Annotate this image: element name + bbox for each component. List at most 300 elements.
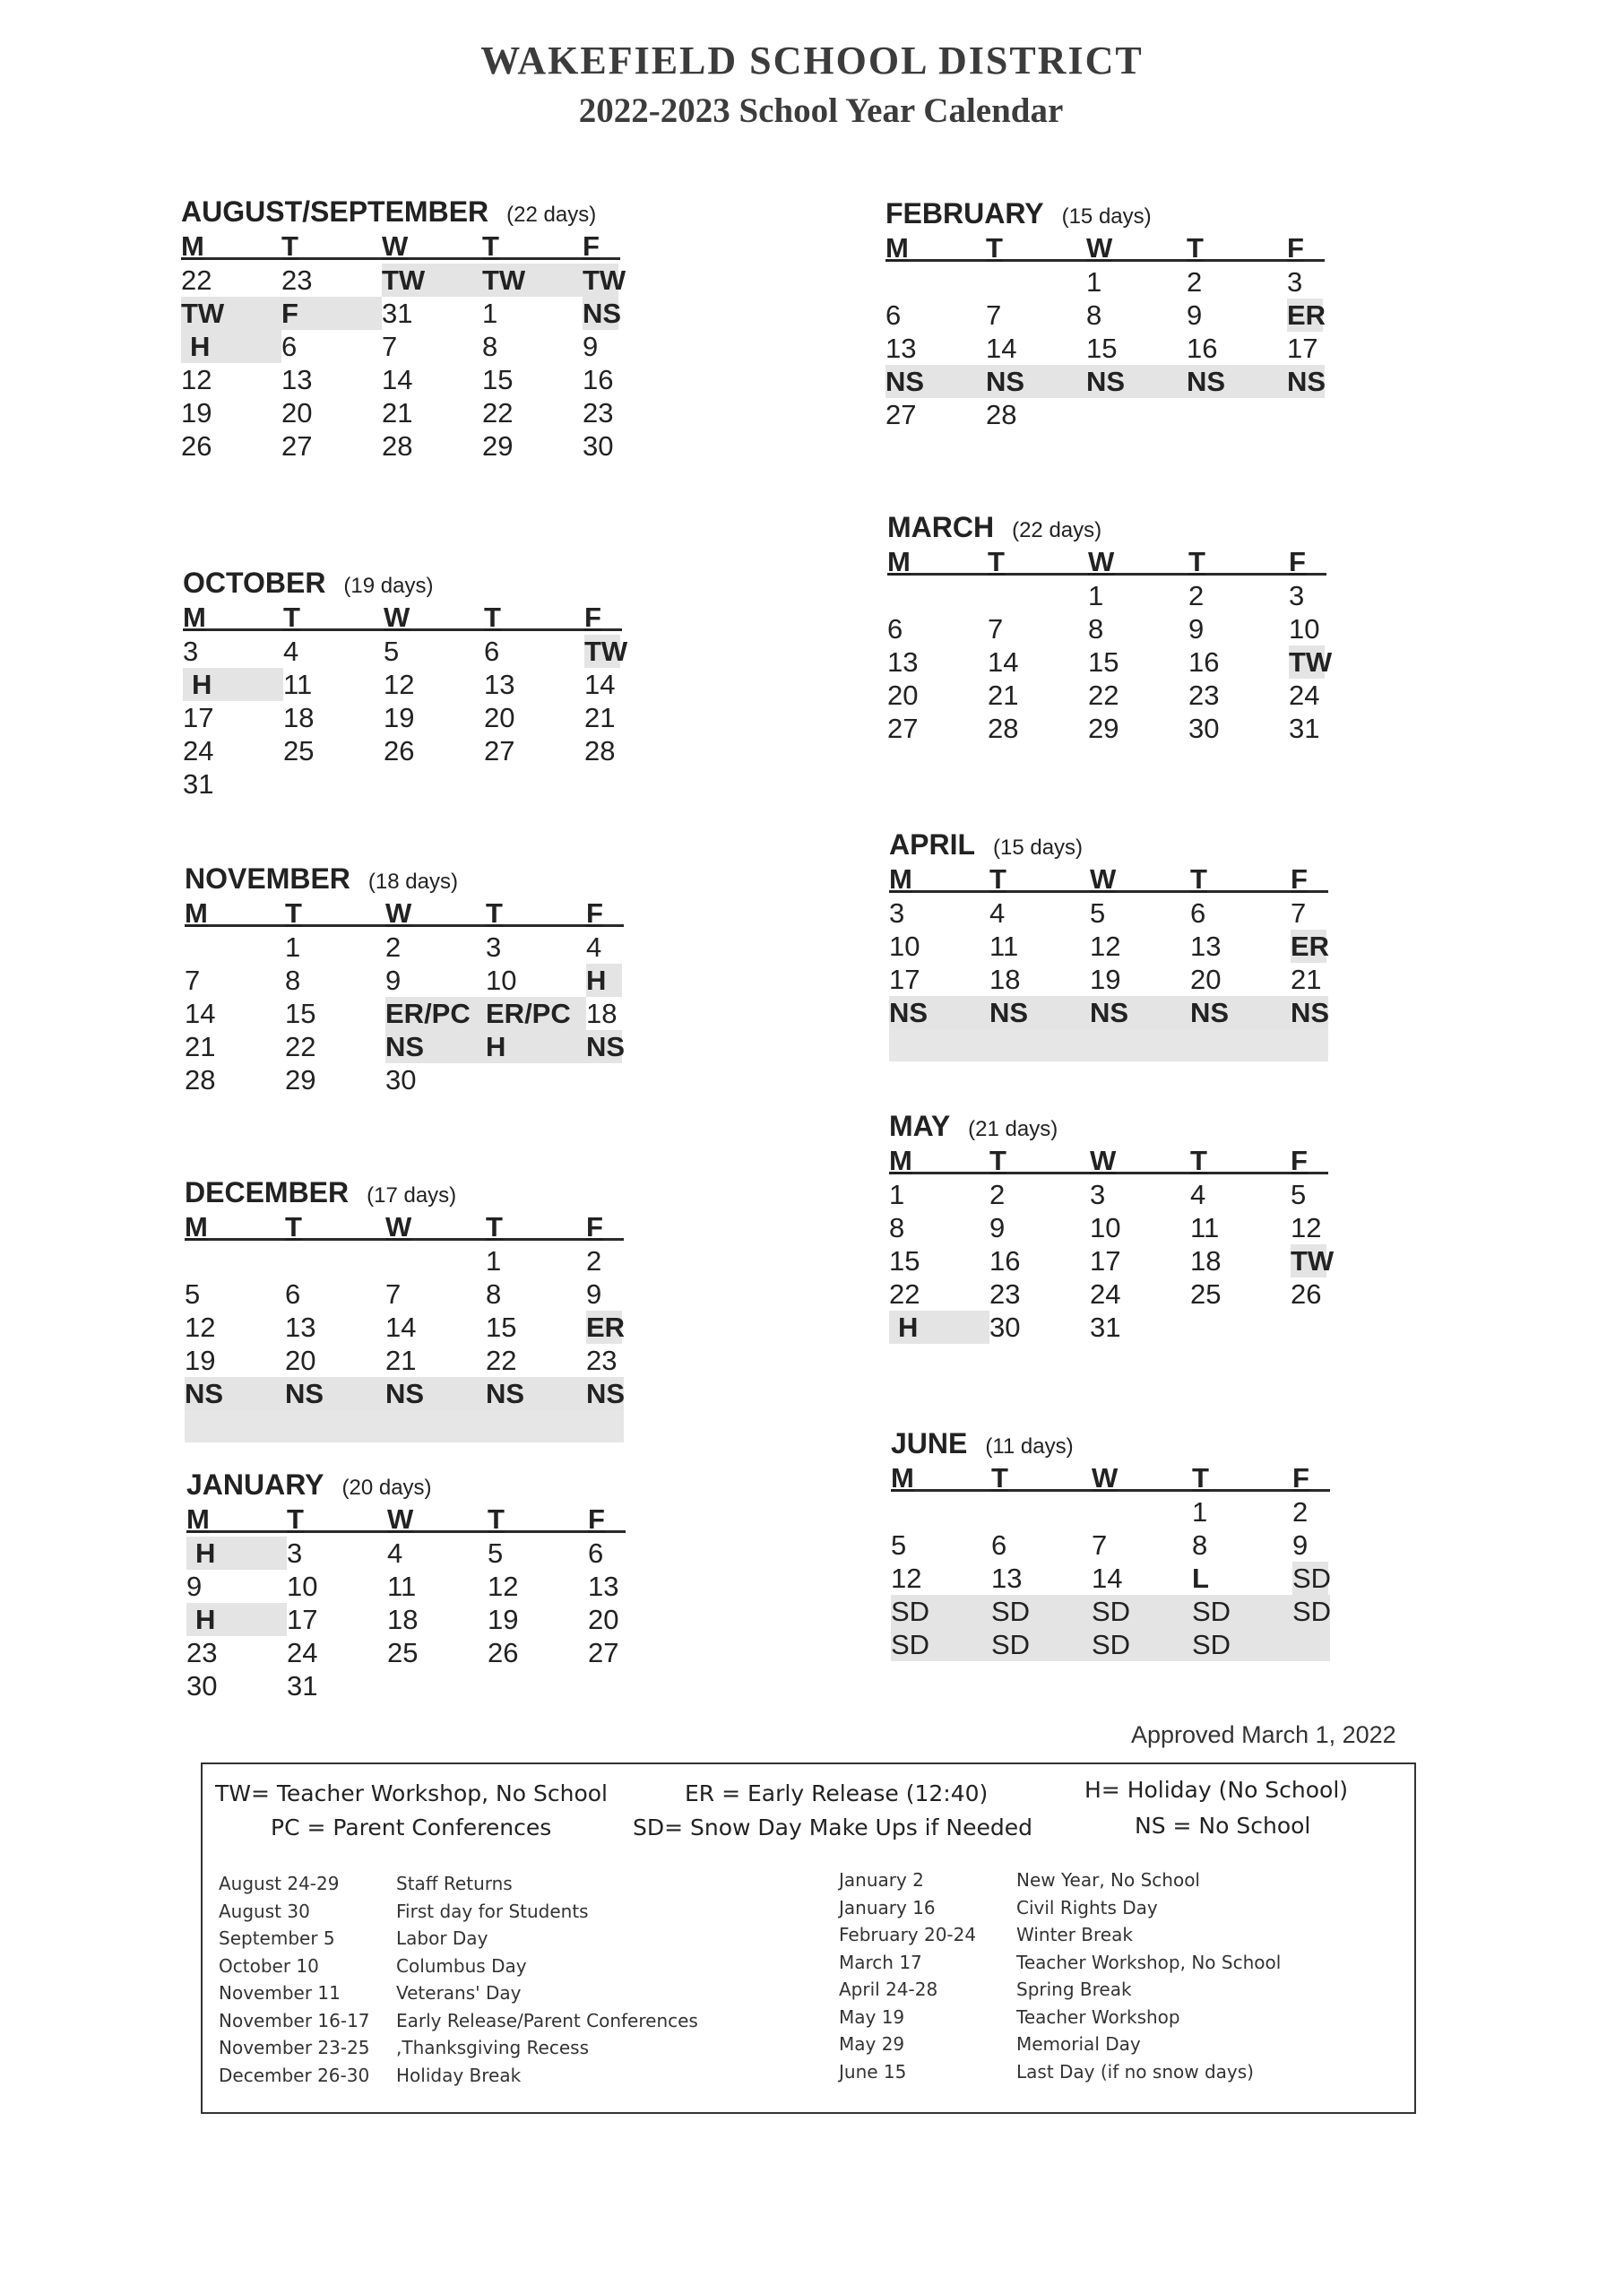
day-number: 23: [1188, 680, 1220, 711]
month-heading: [889, 1110, 1337, 1148]
weekday-header: [181, 230, 620, 262]
legend-tw: TW= Teacher Workshop, No School: [215, 1780, 608, 1806]
day-number: 2: [989, 1179, 1006, 1210]
weekday-label: W: [387, 1503, 414, 1535]
day-number: 2: [385, 931, 402, 963]
day-code: SD: [891, 1596, 930, 1627]
event-name: Last Day (if no snow days): [1016, 2060, 1254, 2083]
day-number: 12: [891, 1563, 922, 1594]
weekday-label: W: [1086, 232, 1113, 264]
shaded-padding: [889, 1029, 1328, 1061]
event-name: New Year, No School: [1016, 1869, 1200, 1891]
day-number: 3: [486, 931, 502, 963]
day-number: 3: [1287, 266, 1303, 298]
legend-er: ER = Early Release (12:40): [685, 1780, 989, 1806]
day-number: [1092, 1495, 1192, 1529]
month-february: [885, 197, 1334, 431]
week-row: [185, 1311, 633, 1344]
day-number: [885, 265, 986, 299]
day-code: SD: [991, 1629, 1031, 1660]
day-number: 2: [1187, 266, 1203, 298]
day-code: ER: [1291, 931, 1330, 962]
day-number: 27: [588, 1637, 619, 1668]
day-number: 17: [1090, 1245, 1121, 1277]
event-date: October 10: [219, 1954, 319, 1977]
day-code: NS: [385, 1030, 486, 1063]
day-code: L: [1192, 1563, 1209, 1594]
day-number: 9: [186, 1571, 203, 1602]
week-row: [891, 1562, 1339, 1595]
week-row: [887, 645, 1335, 679]
weekday-label: T: [285, 897, 302, 929]
day-number: 9: [989, 1212, 1006, 1243]
week-row: [183, 767, 631, 801]
day-number: [586, 1063, 622, 1096]
week-row: [185, 1344, 633, 1377]
weekday-label: F: [1291, 863, 1308, 895]
event-date: November 16-17: [219, 2009, 370, 2031]
event-name: First day for Students: [396, 1900, 589, 1922]
week-row: [891, 1595, 1330, 1628]
month-day-count: (15 days): [993, 836, 1084, 860]
day-number: [488, 1669, 588, 1702]
day-number: 14: [1092, 1563, 1123, 1594]
day-number: 30: [186, 1670, 218, 1702]
day-number: 14: [584, 669, 616, 700]
day-number: 6: [281, 331, 298, 362]
week-row: [889, 1178, 1337, 1211]
day-number: [588, 1669, 624, 1702]
day-number: 29: [482, 430, 514, 462]
day-number: [891, 1495, 991, 1529]
day-number: [1187, 398, 1287, 431]
week-row: [186, 1636, 635, 1669]
month-name: OCTOBER: [183, 567, 326, 599]
day-number: 21: [185, 1031, 216, 1062]
event-row: [219, 2062, 698, 2090]
day-number: 18: [1190, 1245, 1222, 1277]
day-number: F: [281, 297, 382, 330]
weekday-label: T: [1190, 863, 1207, 895]
day-number: 1: [285, 931, 301, 963]
week-row: [889, 1211, 1337, 1244]
day-number: 17: [889, 964, 920, 995]
week-row: [891, 1628, 1330, 1661]
day-number: 28: [382, 430, 413, 462]
day-number: [584, 767, 620, 801]
event-date: August 30: [219, 1900, 310, 1922]
day-code: NS: [1086, 366, 1126, 397]
weekday-label: T: [484, 602, 501, 633]
week-row: [181, 264, 629, 297]
weekday-header: [183, 604, 622, 631]
day-number: 14: [382, 364, 413, 395]
day-number: 14: [988, 646, 1019, 678]
day-number: 24: [1090, 1278, 1121, 1310]
day-number: 13: [991, 1563, 1023, 1594]
day-number: 27: [281, 430, 313, 462]
month-october: [183, 567, 631, 801]
month-day-count: (22 days): [1012, 518, 1102, 542]
day-number: 18: [283, 702, 315, 733]
day-number: 8: [1086, 299, 1102, 331]
week-row: [889, 930, 1337, 963]
day-number: 22: [285, 1031, 316, 1062]
day-number: 22: [486, 1345, 517, 1376]
day-number: 8: [1192, 1529, 1208, 1561]
day-number: 3: [1090, 1179, 1106, 1210]
weekday-label: T: [1192, 1462, 1209, 1494]
day-number: [988, 579, 1088, 612]
day-code: NS: [586, 1031, 626, 1062]
day-code: SD: [1192, 1596, 1231, 1627]
event-name: Staff Returns: [396, 1873, 513, 1894]
day-number: 25: [387, 1637, 419, 1668]
event-date: February 20-24: [839, 1924, 977, 1945]
event-date: April 24-28: [839, 1979, 938, 2000]
month-november: [185, 862, 633, 1096]
weekday-label: T: [991, 1462, 1008, 1494]
weekday-label: F: [584, 602, 601, 633]
day-number: 15: [1088, 646, 1119, 678]
day-number: 13: [887, 646, 919, 678]
week-row: [183, 701, 631, 734]
day-number: 25: [1190, 1278, 1222, 1310]
day-number: 5: [488, 1537, 504, 1569]
weekday-label: F: [586, 1211, 603, 1243]
day-code: H: [183, 668, 283, 701]
day-number: 25: [283, 735, 315, 766]
weekday-label: T: [482, 230, 499, 262]
day-number: 18: [989, 964, 1021, 995]
day-number: 19: [185, 1345, 216, 1376]
week-row: [887, 679, 1335, 712]
day-number: 13: [1190, 931, 1222, 962]
week-row: [889, 1311, 1337, 1344]
day-number: 21: [382, 397, 413, 429]
weekday-label: T: [486, 897, 503, 929]
day-code: TW: [583, 264, 626, 296]
day-number: 22: [1088, 680, 1119, 711]
weekday-label: F: [583, 230, 600, 262]
day-number: 15: [486, 1312, 517, 1343]
day-number: 12: [488, 1571, 519, 1602]
day-code: H: [586, 964, 622, 997]
event-row: [839, 1866, 1281, 1894]
day-number: [1291, 1311, 1326, 1344]
day-code: NS: [486, 1378, 525, 1409]
event-name: Columbus Day: [396, 1954, 527, 1977]
day-code: SD: [1292, 1563, 1332, 1594]
day-number: 13: [484, 669, 515, 700]
day-number: 13: [281, 364, 313, 395]
day-code: NS: [1090, 997, 1129, 1028]
day-number: 7: [385, 1278, 402, 1310]
day-number: 26: [384, 735, 415, 766]
week-row: [885, 365, 1325, 398]
weekday-header: [891, 1462, 1330, 1494]
day-number: [991, 1495, 1092, 1529]
day-number: 6: [885, 299, 902, 331]
week-row: [885, 265, 1334, 299]
day-number: 1: [1086, 266, 1102, 298]
day-number: 10: [1090, 1212, 1121, 1243]
weekday-label: T: [486, 1211, 503, 1243]
day-number: [387, 1669, 488, 1702]
day-number: 28: [584, 735, 616, 766]
day-code: TW: [482, 264, 583, 297]
day-number: [185, 931, 285, 964]
month-name: FEBRUARY: [885, 197, 1044, 230]
day-number: 21: [988, 680, 1019, 711]
legend-box: [201, 1762, 1416, 2114]
month-name: JANUARY: [186, 1468, 324, 1501]
weekday-label: M: [889, 1145, 912, 1176]
day-number: 26: [488, 1637, 519, 1668]
day-number: 8: [486, 1278, 502, 1310]
day-number: 4: [989, 897, 1006, 929]
day-number: 20: [281, 397, 313, 429]
weekday-header: [889, 863, 1328, 895]
day-code: H: [186, 1537, 287, 1570]
events-list-right: [839, 1866, 1281, 2085]
day-code: SD: [891, 1629, 930, 1660]
day-number: 10: [1289, 613, 1320, 645]
day-number: 9: [586, 1278, 602, 1310]
day-number: 15: [482, 364, 514, 395]
day-number: 15: [889, 1245, 920, 1277]
day-number: 9: [1292, 1529, 1309, 1561]
day-code: TW: [382, 264, 482, 297]
day-code: H: [181, 330, 281, 363]
day-code: NS: [885, 366, 925, 397]
event-name: Teacher Workshop: [1016, 2005, 1180, 2028]
day-code: NS: [986, 366, 1025, 397]
month-heading: [183, 567, 631, 604]
month-day-count: (21 days): [968, 1117, 1058, 1141]
month-january: [186, 1468, 635, 1702]
event-row: [839, 1894, 1281, 1922]
week-row: [181, 330, 629, 363]
week-row: [891, 1495, 1339, 1529]
day-number: 16: [1187, 333, 1218, 364]
weekday-label: W: [1088, 546, 1115, 577]
day-number: 13: [885, 333, 917, 364]
day-number: 24: [183, 735, 214, 766]
week-row: [185, 931, 633, 964]
weekday-label: F: [1289, 546, 1306, 577]
day-number: 28: [185, 1064, 216, 1096]
event-row: [219, 1979, 698, 2007]
month-name: JUNE: [891, 1427, 968, 1459]
day-number: 9: [583, 331, 599, 362]
day-number: [887, 579, 988, 612]
day-number: 23: [281, 264, 313, 296]
day-code: TW: [1289, 646, 1333, 678]
weekday-label: T: [283, 602, 300, 633]
day-number: 5: [1291, 1179, 1307, 1210]
event-date: September 5: [219, 1927, 335, 1949]
day-number: 6: [887, 613, 903, 645]
day-number: 19: [488, 1604, 519, 1635]
day-number: 26: [181, 430, 212, 462]
month-may: [889, 1110, 1337, 1344]
weekday-label: W: [1092, 1462, 1119, 1494]
week-row: [889, 896, 1337, 930]
day-number: 24: [1289, 680, 1320, 711]
event-row: [839, 2031, 1281, 2058]
month-day-count: (18 days): [367, 870, 458, 894]
day-code: TW: [584, 636, 628, 667]
month-heading: [887, 511, 1335, 549]
day-number: 30: [583, 430, 614, 462]
day-code: TW: [1291, 1245, 1335, 1277]
day-number: 7: [185, 965, 201, 996]
day-number: 12: [181, 364, 212, 395]
event-name: Teacher Workshop, No School: [1016, 1951, 1282, 1973]
event-name: Civil Rights Day: [1016, 1896, 1158, 1918]
month-december: [185, 1176, 633, 1442]
day-number: 1: [1088, 580, 1104, 611]
day-code: ER: [1287, 299, 1326, 331]
day-number: 19: [1090, 964, 1121, 995]
month-day-count: (22 days): [506, 203, 597, 227]
day-number: 4: [283, 636, 299, 667]
weekday-label: W: [384, 602, 410, 633]
week-row: [891, 1529, 1339, 1562]
legend-pc: PC = Parent Conferences: [271, 1814, 552, 1840]
event-row: [219, 2034, 698, 2062]
day-number: 28: [988, 713, 1019, 744]
day-number: 19: [384, 702, 415, 733]
week-row: [887, 612, 1335, 645]
day-number: 12: [1090, 931, 1121, 962]
event-row: [839, 2058, 1281, 2086]
day-number: 7: [988, 613, 1004, 645]
day-number: 17: [287, 1604, 318, 1635]
week-row: [181, 429, 629, 463]
day-number: 23: [186, 1637, 218, 1668]
day-number: 6: [484, 636, 500, 667]
month-name: APRIL: [889, 828, 975, 861]
day-number: [486, 1063, 586, 1096]
day-number: 11: [989, 931, 1019, 962]
day-number: 2: [1188, 580, 1205, 611]
week-row: [186, 1537, 635, 1570]
day-number: 30: [385, 1064, 417, 1096]
day-number: 4: [1190, 1179, 1206, 1210]
event-row: [219, 1870, 698, 1898]
day-number: 4: [387, 1537, 403, 1569]
event-name: Holiday Break: [396, 2064, 522, 2086]
day-number: 31: [1090, 1312, 1121, 1343]
day-number: 16: [989, 1245, 1021, 1277]
week-row: [185, 1277, 633, 1311]
weekday-label: M: [889, 863, 912, 895]
weekday-label: T: [988, 546, 1005, 577]
day-number: [283, 767, 384, 801]
event-date: January 16: [839, 1896, 936, 1918]
day-number: 5: [891, 1529, 907, 1561]
day-code: NS: [989, 997, 1029, 1028]
day-number: 6: [1190, 897, 1206, 929]
weekday-label: T: [986, 232, 1003, 264]
legend-h: H= Holiday (No School): [1084, 1777, 1349, 1803]
day-code: NS: [889, 997, 929, 1028]
week-row: [185, 1377, 624, 1410]
week-row: [181, 396, 629, 429]
day-number: 11: [1190, 1212, 1220, 1243]
weekday-label: W: [385, 1211, 412, 1243]
day-number: [1292, 1628, 1328, 1661]
day-number: 7: [1092, 1529, 1108, 1561]
day-code: ER: [586, 1312, 626, 1343]
day-number: 15: [1086, 333, 1118, 364]
day-number: 21: [584, 702, 616, 733]
day-number: 20: [285, 1345, 316, 1376]
day-number: 22: [482, 397, 514, 429]
day-number: 27: [484, 735, 515, 766]
weekday-label: T: [287, 1503, 304, 1535]
event-name: Early Release/Parent Conferences: [396, 2009, 698, 2031]
day-code: SD: [991, 1596, 1031, 1627]
day-code: H: [889, 1311, 989, 1344]
weekday-header: [185, 897, 624, 929]
event-row: [219, 2007, 698, 2035]
month-june: [891, 1427, 1339, 1661]
day-number: [484, 767, 584, 801]
week-row: [185, 1244, 633, 1277]
week-row: [186, 1603, 635, 1636]
month-name: MAY: [889, 1110, 951, 1142]
day-number: [185, 1244, 285, 1277]
shaded-padding: [185, 1410, 624, 1442]
day-number: 4: [586, 931, 602, 963]
weekday-label: W: [382, 230, 409, 262]
day-code: SD: [1092, 1629, 1131, 1660]
week-row: [185, 1030, 633, 1063]
event-row: [219, 1925, 698, 1953]
day-number: 27: [885, 399, 917, 430]
event-name: Winter Break: [1016, 1924, 1133, 1945]
weekday-label: F: [1292, 1462, 1309, 1494]
weekday-label: T: [488, 1503, 505, 1535]
day-code: NS: [583, 298, 622, 329]
day-number: 8: [285, 965, 301, 996]
month-heading: [889, 828, 1337, 866]
day-code: NS: [385, 1378, 425, 1409]
month-name: DECEMBER: [185, 1176, 350, 1208]
weekday-header: [186, 1503, 626, 1535]
day-number: 13: [588, 1571, 619, 1602]
week-row: [181, 297, 629, 330]
day-number: 12: [1291, 1212, 1322, 1243]
month-name: AUGUST/SEPTEMBER: [181, 195, 489, 228]
day-number: 3: [889, 897, 905, 929]
day-code: SD: [1092, 1596, 1131, 1627]
day-number: [986, 265, 1086, 299]
week-row: [186, 1570, 635, 1603]
day-number: 1: [482, 298, 498, 329]
day-number: 20: [1190, 964, 1222, 995]
weekday-label: F: [1291, 1145, 1308, 1176]
weekday-label: M: [183, 602, 206, 633]
weekday-label: M: [185, 897, 208, 929]
week-row: [885, 398, 1334, 431]
day-number: 1: [486, 1245, 502, 1277]
week-row: [887, 579, 1335, 612]
day-number: 24: [287, 1637, 318, 1668]
